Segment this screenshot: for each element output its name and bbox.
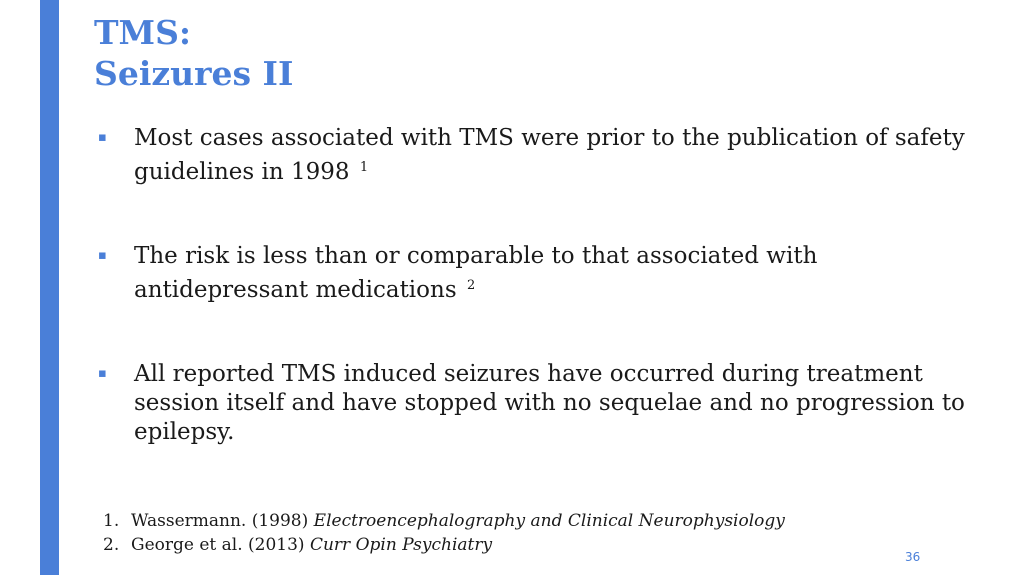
bullet-item bbox=[98, 124, 998, 187]
bullet-item bbox=[98, 360, 998, 447]
bullet-text: All reported TMS induced seizures have occurred during treatment session itself and have stopped with no sequelae and no progression to epilepsy. bbox=[134, 361, 965, 445]
page-number: 36 bbox=[905, 550, 921, 564]
reference-list bbox=[103, 509, 785, 557]
slide-title bbox=[94, 12, 293, 94]
reference-number: 1. bbox=[103, 511, 120, 531]
bullet-text: The risk is less than or comparable to that associated with antidepressant medications bbox=[134, 243, 818, 303]
title-line-2: Seizures II bbox=[94, 54, 294, 93]
reference-author: George et al. (2013) bbox=[131, 535, 310, 555]
square-bullet-icon: ▪ bbox=[98, 130, 107, 145]
reference-journal: Curr Opin Psychiatry bbox=[309, 535, 493, 555]
bullet-list bbox=[98, 124, 998, 447]
reference-author: Wassermann. (1998) bbox=[131, 511, 314, 531]
citation-ref: 2 bbox=[466, 278, 476, 293]
accent-bar bbox=[40, 0, 59, 575]
reference-item bbox=[103, 509, 785, 533]
square-bullet-icon: ▪ bbox=[98, 248, 107, 263]
bullet-item bbox=[98, 242, 998, 305]
reference-number: 2. bbox=[103, 535, 120, 555]
square-bullet-icon: ▪ bbox=[98, 366, 107, 381]
reference-item bbox=[103, 533, 785, 557]
citation-ref: 1 bbox=[359, 160, 369, 175]
reference-journal: Electroencephalography and Clinical Neurophysiology bbox=[313, 511, 785, 531]
bullet-text: Most cases associated with TMS were prior to the publication of safety guidelines in 1998 bbox=[134, 125, 965, 185]
title-line-1: TMS: bbox=[94, 13, 192, 52]
